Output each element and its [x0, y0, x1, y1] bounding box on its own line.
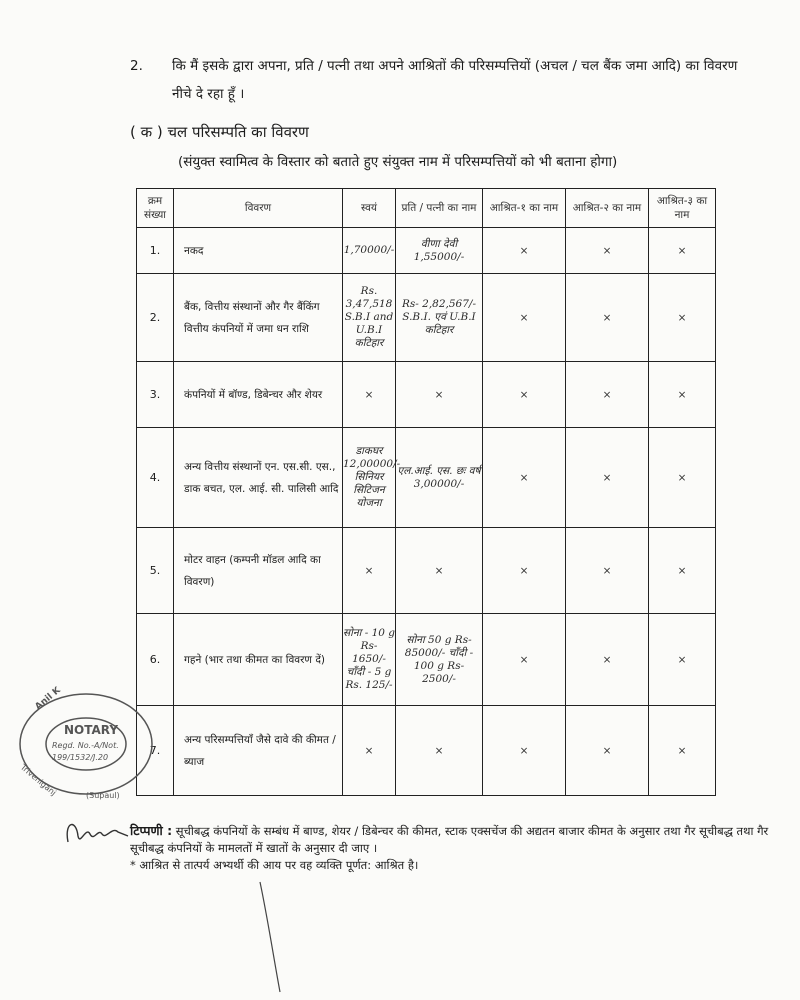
- col-serial: क्रम संख्या: [137, 189, 174, 228]
- row-serial: 2.: [137, 274, 174, 362]
- self-entry: ×: [343, 362, 396, 428]
- table-row: [137, 228, 716, 274]
- spouse-entry: ×: [396, 528, 483, 614]
- note-line-2: * आश्रित से तात्पर्य अभ्यर्थी की आय पर वह व्यक्ति पूर्णत: आश्रित है।: [130, 858, 419, 872]
- row-description: बैंक, वित्तीय संस्थानों और गैर बैंकिंग वित्तीय कंपनियों में जमा धन राशि: [174, 274, 343, 362]
- dependent-1-entry: ×: [483, 228, 566, 274]
- self-entry: डाकघर 12,00000/- सिनियर सिटिजन योजना: [343, 428, 396, 528]
- self-entry: ×: [343, 528, 396, 614]
- dependent-3-entry: ×: [649, 614, 716, 706]
- table-row: [137, 528, 716, 614]
- section-subheading: (संयुक्त स्वामित्व के विस्तार को बताते हुए संयुक्त नाम में परिसम्पत्तियों को भी बताना होगा): [178, 154, 618, 170]
- dependent-2-entry: ×: [566, 362, 649, 428]
- pen-mark: [258, 880, 288, 995]
- dependent-2-entry: ×: [566, 428, 649, 528]
- row-serial: 7.: [137, 706, 174, 796]
- dependent-2-entry: ×: [566, 528, 649, 614]
- dependent-2-entry: ×: [566, 706, 649, 796]
- col-dependent-2: आश्रित-२ का नाम: [566, 189, 649, 228]
- row-serial: 6.: [137, 614, 174, 706]
- row-description: गहने (भार तथा कीमत का विवरण दें): [174, 614, 343, 706]
- col-self: स्वयं: [343, 189, 396, 228]
- svg-text:Anil K: Anil K: [33, 686, 63, 713]
- table-row: [137, 614, 716, 706]
- svg-text:Regd. No.-A/Not.: Regd. No.-A/Not.: [52, 741, 119, 750]
- col-spouse: प्रति / पत्नी का नाम: [396, 189, 483, 228]
- dependent-3-entry: ×: [649, 428, 716, 528]
- row-description: नकद: [174, 228, 343, 274]
- row-description: कंपनियों में बॉण्ड, डिबेन्चर और शेयर: [174, 362, 343, 428]
- table-row: [137, 274, 716, 362]
- movable-assets-table: [136, 188, 716, 796]
- table-row: [137, 362, 716, 428]
- dependent-2-entry: ×: [566, 228, 649, 274]
- row-serial: 4.: [137, 428, 174, 528]
- dependent-1-entry: ×: [483, 362, 566, 428]
- row-serial: 5.: [137, 528, 174, 614]
- note-label: टिप्पणी :: [130, 823, 173, 838]
- spouse-entry: सोना 50 g Rs- 85000/- चाँदी - 100 g Rs- 2500/-: [396, 614, 483, 706]
- col-dependent-3: आश्रित-३ का नाम: [649, 189, 716, 228]
- row-serial: 3.: [137, 362, 174, 428]
- col-dependent-1: आश्रित-१ का नाम: [483, 189, 566, 228]
- table-header-row: [137, 189, 716, 228]
- signature: [62, 812, 132, 852]
- col-description: विवरण: [174, 189, 343, 228]
- paragraph-number: 2.: [130, 58, 143, 74]
- spouse-entry: वीणा देवी 1,55000/-: [396, 228, 483, 274]
- table-row: [137, 428, 716, 528]
- spouse-entry: Rs- 2,82,567/- S.B.I. एवं U.B.I कटिहार: [396, 274, 483, 362]
- spouse-entry: ×: [396, 706, 483, 796]
- section-heading: ( क ) चल परिसम्पति का विवरण: [130, 123, 309, 141]
- dependent-3-entry: ×: [649, 274, 716, 362]
- dependent-2-entry: ×: [566, 274, 649, 362]
- footnote: [130, 822, 770, 874]
- row-description: मोटर वाहन (कम्पनी मॉडल आदि का विवरण): [174, 528, 343, 614]
- svg-text:(Supaul): (Supaul): [86, 791, 120, 800]
- dependent-1-entry: ×: [483, 428, 566, 528]
- table-row: [137, 706, 716, 796]
- spouse-entry: ×: [396, 362, 483, 428]
- row-serial: 1.: [137, 228, 174, 274]
- row-description: अन्य परिसम्पत्तियाँ जैसे दावे की कीमत / ब्याज: [174, 706, 343, 796]
- dependent-3-entry: ×: [649, 228, 716, 274]
- svg-text:NOTARY: NOTARY: [64, 723, 119, 737]
- dependent-3-entry: ×: [649, 706, 716, 796]
- dependent-3-entry: ×: [649, 528, 716, 614]
- dependent-1-entry: ×: [483, 274, 566, 362]
- note-line-1: सूचीबद्ध कंपनियों के सम्बंध में बाण्ड, शेयर / डिबेन्चर की कीमत, स्टाक एक्सचेंज की अद्यतन बाजार कीमत के अनुसार तथा गैर सूचीबद्ध तथा गैर सूचीबद्ध कंपनियों के मामलतों में खातों के अनुसार दी जाए ।: [130, 824, 769, 855]
- dependent-1-entry: ×: [483, 528, 566, 614]
- dependent-3-entry: ×: [649, 362, 716, 428]
- declaration-paragraph: [130, 52, 760, 108]
- dependent-2-entry: ×: [566, 614, 649, 706]
- dependent-1-entry: ×: [483, 614, 566, 706]
- row-description: अन्य वित्तीय संस्थानों एन. एस.सी. एस., डाक बचत, एल. आई. सी. पालिसी आदि: [174, 428, 343, 528]
- paragraph-text: कि मैं इसके द्वारा अपना, प्रति / पत्नी तथा अपने आश्रितों की परिसम्पत्तियों (अचल / चल बैंक जमा आदि) का विवरण नीचे दे रहा हूँ ।: [172, 58, 738, 102]
- spouse-entry: एल.आई. एस. छः वर्ष 3,00000/-: [396, 428, 483, 528]
- self-entry: सोना - 10 g Rs- 1650/- चाँदी - 5 g Rs. 125/-: [343, 614, 396, 706]
- self-entry: Rs. 3,47,518 S.B.I and U.B.I कटिहार: [343, 274, 396, 362]
- svg-text:Triveniganj: Triveniganj: [18, 762, 58, 798]
- notary-stamp: [16, 686, 166, 801]
- svg-text:199/1532/J.20: 199/1532/J.20: [52, 753, 109, 762]
- self-entry: 1,70000/-: [343, 228, 396, 274]
- self-entry: ×: [343, 706, 396, 796]
- dependent-1-entry: ×: [483, 706, 566, 796]
